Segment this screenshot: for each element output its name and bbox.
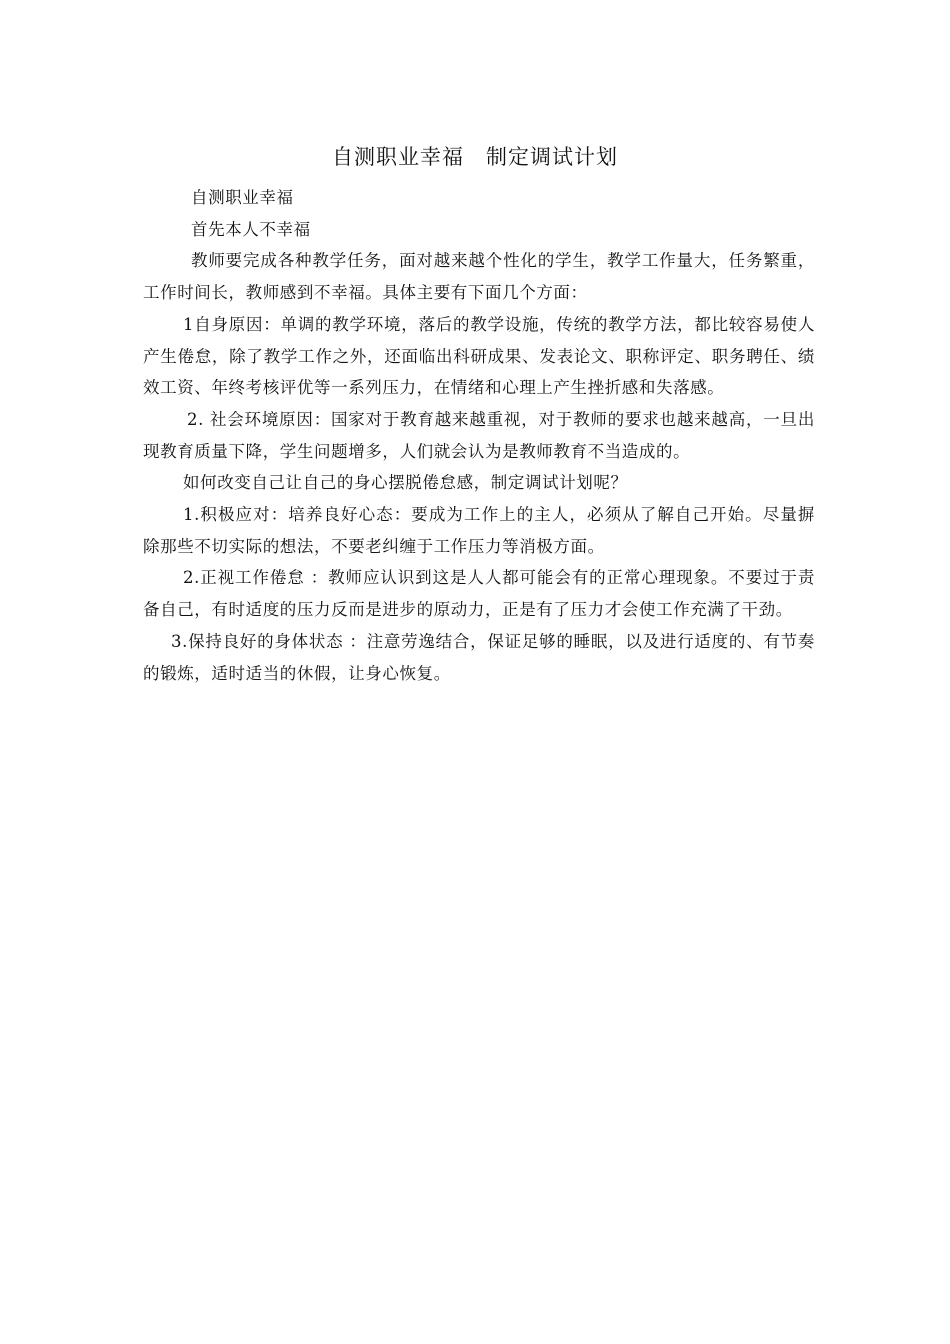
paragraph-intro: 教师要完成各种教学任务，面对越来越个性化的学生，教学工作量大，任务繁重，工作时间长，教师感到不幸福。具体主要有下面几个方面： [143, 251, 815, 303]
paragraph-strategy-positive: 1.积极应对：培养良好心态：要成为工作上的主人，必须从了解自己开始。尽量摒除那些不切实际的想法，不要老纠缠于工作压力等消极方面。 [143, 505, 815, 556]
paragraph-reason-self: 1自身原因：单调的教学环境，落后的教学设施，传统的教学方法，都比较容易使人产生倦怠，除了教学工作之外，还面临出科研成果、发表论文、职称评定、职务聘任、绩效工资、年终考核评优等一系列压力，在情绪和心理上产生挫折感和失落感。 [143, 314, 815, 398]
paragraph-subheading-self-test: 自测职业幸福 [191, 188, 294, 207]
paragraph-subheading-unhappy: 首先本人不幸福 [191, 219, 311, 239]
paragraph-question: 如何改变自己让自己的身心摆脱倦怠感，制定调试计划呢？ [183, 473, 628, 493]
document-title: 自测职业幸福 制定调试计划 [332, 145, 618, 169]
paragraph-strategy-health: 3.保持良好的身体状态 ：注意劳逸结合，保证足够的睡眠，以及进行适度的、有节奏的锻炼，适时适当的休假，让身心恢复。 [143, 631, 815, 683]
document-body [143, 182, 815, 689]
paragraph-reason-social: 2. 社会环境原因：国家对于教育越来越重视，对于教师的要求也越来越高，一旦出现教育质量下降，学生问题增多，人们就会认为是教师教育不当造成的。 [143, 409, 815, 461]
paragraph-strategy-face-burnout: 2.正视工作倦怠 ：教师应认识到这是人人都可能会有的正常心理现象。不要过于责备自己，有时适度的压力反而是进步的原动力，正是有了压力才会使工作充满了干劲。 [143, 568, 815, 620]
